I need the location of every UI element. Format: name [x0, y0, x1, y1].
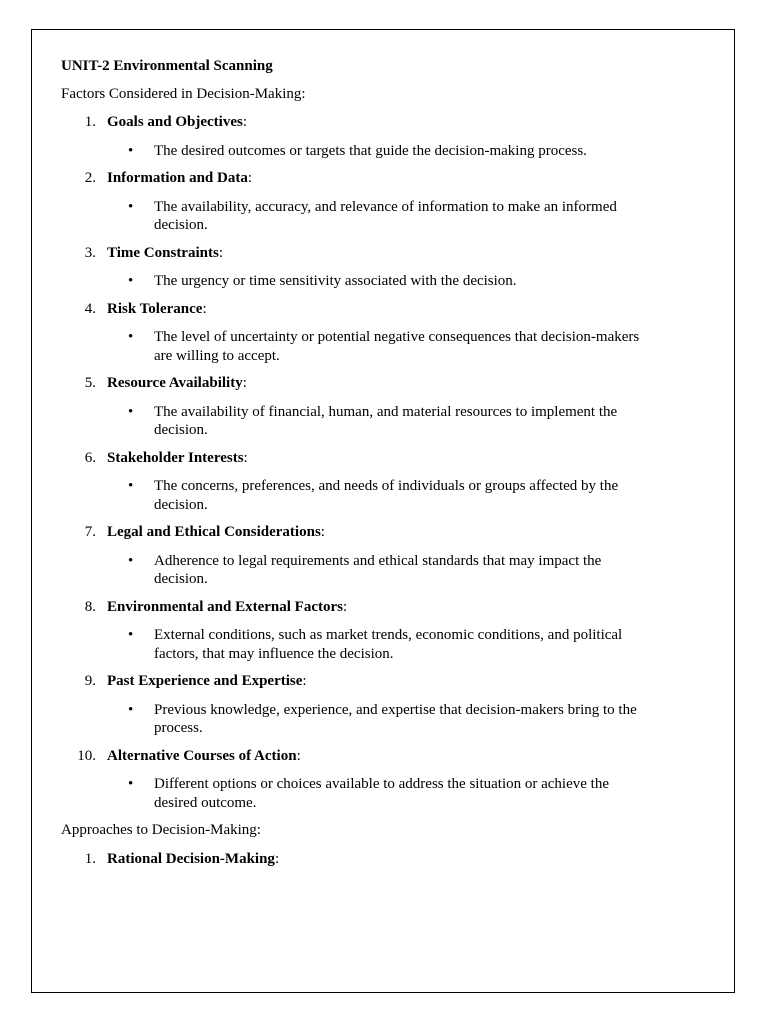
factors-item [61, 374, 651, 440]
list-number: 7. [84, 524, 96, 540]
detail-item [107, 142, 651, 161]
item-colon: : [274, 850, 280, 867]
detail-text: The availability of financial, human, and material resources to implement the decision. [154, 403, 618, 438]
detail-item [107, 328, 651, 365]
item-term: Time Constraints [107, 244, 219, 261]
item-colon: : [342, 598, 348, 615]
approaches-list [61, 850, 651, 869]
list-number: 5. [84, 375, 96, 391]
list-number: 3. [84, 244, 96, 261]
item-colon: : [242, 375, 247, 391]
detail-list [107, 272, 651, 291]
detail-item [107, 626, 651, 663]
detail-text: The level of uncertainty or potential negative consequences that decision-makers are willing to accept. [154, 329, 640, 364]
detail-list [107, 198, 651, 235]
detail-text: Different options or choices available to address the situation or achieve the desired outcome. [154, 776, 609, 811]
detail-item [107, 701, 651, 738]
list-number: 1. [84, 850, 96, 867]
factors-item [61, 598, 651, 664]
detail-text: Adherence to legal requirements and ethical standards that may impact the decision. [154, 552, 602, 587]
item-term: Legal and Ethical Considerations [107, 524, 321, 540]
list-number: 8. [84, 598, 96, 615]
item-label [107, 450, 248, 466]
item-colon: : [247, 170, 253, 186]
detail-text: Previous knowledge, experience, and expertise that decision-makers bring to the process. [154, 701, 637, 736]
item-colon: : [320, 524, 325, 540]
detail-list [107, 328, 651, 365]
detail-text: The desired outcomes or targets that guide the decision-making process. [154, 142, 587, 159]
detail-text: External conditions, such as market trends, economic conditions, and political factors, that may influence the decision. [154, 627, 623, 662]
item-label [107, 170, 252, 186]
detail-list [107, 477, 651, 514]
detail-list [107, 552, 651, 589]
factors-item [61, 113, 651, 160]
item-term: Risk Tolerance [107, 300, 203, 317]
factors-item [61, 449, 651, 515]
item-term: Stakeholder Interests [107, 449, 244, 466]
detail-list [107, 701, 651, 738]
bullet-icon: • [128, 403, 134, 420]
item-label [107, 851, 279, 867]
factors-item [61, 747, 651, 813]
item-colon: : [302, 673, 307, 689]
factors-item [61, 244, 651, 291]
item-colon: : [243, 449, 248, 466]
bullet-icon: • [128, 198, 134, 215]
factors-item [61, 672, 651, 738]
factors-item [61, 300, 651, 366]
item-colon: : [218, 244, 223, 261]
factors-intro: Factors Considered in Decision-Making: [61, 85, 306, 102]
list-number: 6. [84, 449, 96, 466]
detail-item [107, 403, 651, 440]
approaches-intro: Approaches to Decision-Making: [61, 822, 261, 838]
item-label [107, 524, 325, 540]
detail-text: The availability, accuracy, and relevance of information to make an informed decision. [154, 198, 617, 233]
item-label [107, 599, 347, 615]
list-number: 1. [84, 114, 96, 130]
detail-list [107, 626, 651, 663]
factors-list [61, 113, 651, 812]
item-label [107, 114, 247, 130]
bullet-icon: • [128, 329, 134, 345]
approaches-item [61, 850, 651, 869]
item-label [107, 375, 247, 391]
item-colon: : [296, 747, 301, 764]
item-term: Goals and Objectives [107, 114, 243, 130]
detail-list [107, 775, 651, 812]
bullet-icon: • [128, 142, 134, 159]
item-term: Resource Availability [107, 375, 243, 391]
document-body [61, 57, 651, 877]
item-label [107, 301, 207, 317]
item-label [107, 748, 301, 764]
detail-list [107, 403, 651, 440]
bullet-icon: • [128, 273, 134, 289]
item-term: Information and Data [107, 170, 248, 186]
detail-text: The concerns, preferences, and needs of individuals or groups affected by the decision. [154, 478, 619, 513]
detail-item [107, 272, 651, 291]
item-term: Past Experience and Expertise [107, 673, 303, 689]
list-number: 2. [84, 170, 96, 186]
item-term: Environmental and External Factors [107, 598, 343, 615]
list-number: 10. [77, 747, 96, 764]
bullet-icon: • [128, 701, 134, 718]
item-term: Alternative Courses of Action [107, 747, 297, 764]
detail-item [107, 477, 651, 514]
detail-list [107, 142, 651, 161]
bullet-icon: • [128, 776, 134, 792]
item-colon: : [202, 300, 207, 317]
item-term: Rational Decision-Making [107, 850, 275, 867]
bullet-icon: • [128, 478, 134, 494]
factors-item [61, 169, 651, 235]
detail-item [107, 198, 651, 235]
bullet-icon: • [128, 552, 134, 569]
bullet-icon: • [128, 627, 134, 643]
unit-heading: UNIT-2 Environmental Scanning [61, 58, 273, 74]
item-colon: : [242, 114, 248, 130]
list-number: 9. [84, 673, 96, 689]
factors-item [61, 523, 651, 589]
detail-item [107, 552, 651, 589]
detail-text: The urgency or time sensitivity associated with the decision. [154, 273, 517, 289]
item-label [107, 245, 223, 261]
item-label [107, 673, 307, 689]
list-number: 4. [84, 300, 96, 317]
detail-item [107, 775, 651, 812]
